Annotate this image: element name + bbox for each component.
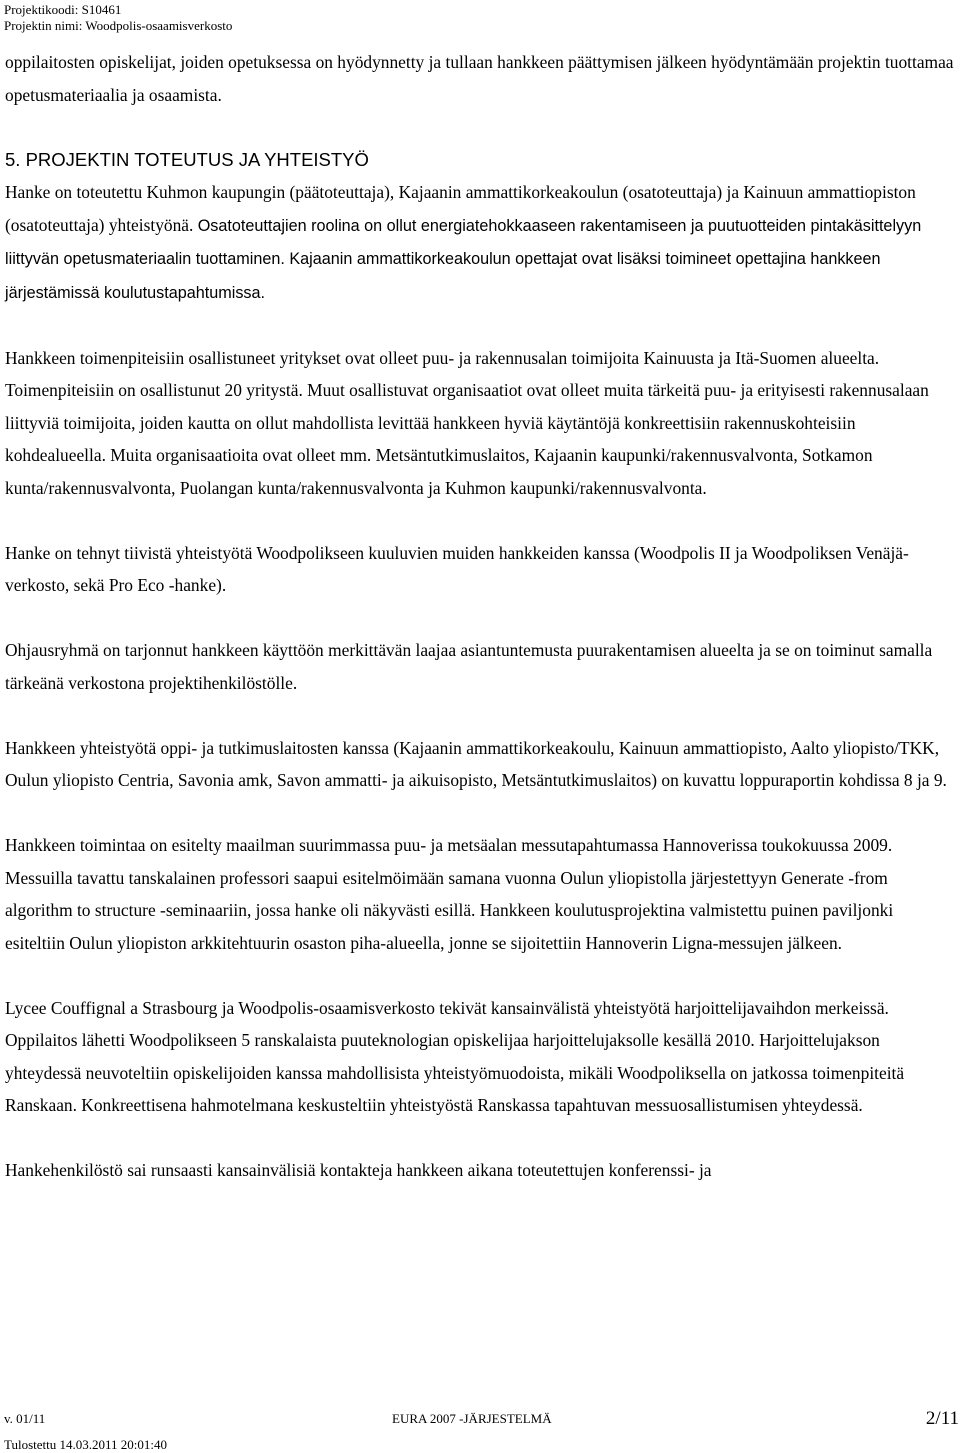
paragraph: Lycee Couffignal a Strasbourg ja Woodpolis-osaamisverkosto tekivät kansainvälistä yhteistyötä harjoittelijavaihdon merkeissä. Oppilaitos lähetti Woodpolikseen 5 ranskalaista puuteknologian opiskelijaa harjoittelujaksolle kesällä 2010. Harjoittelujakson yhteydessä neuvoteltiin opiskelijoiden kanssa mahdollisista yhteistyömuodoista, mikäli Woodpoliksella on jatkossa toimenpiteitä Ranskaan. Konkreettisena hahmotelmana keskusteltiin yhteistyöstä Ranskassa tapahtuvan messuosallistumisen yhteydessä. xyxy=(5,997,905,1115)
paragraph: oppilaitosten opiskelijat, joiden opetuksessa on hyödynnetty ja tullaan hankkeen päättymisen jälkeen hyödyntämään projektin tuottamaa opetusmateriaalia ja osaamista. xyxy=(5,52,954,105)
page-header xyxy=(4,2,232,34)
project-name: Projektin nimi: Woodpolis-osaamisverkosto xyxy=(4,18,233,33)
footer-system: EURA 2007 -JÄRJESTELMÄ xyxy=(392,1411,552,1426)
footer-printed: Tulostettu 14.03.2011 20:01:40 xyxy=(4,1437,168,1452)
section-heading: 5. PROJEKTIN TOTEUTUS JA YHTEISTYÖ xyxy=(5,148,369,170)
page-footer xyxy=(4,1408,959,1453)
page-number: 2/11 xyxy=(925,1408,959,1429)
paragraph: Ohjausryhmä on tarjonnut hankkeen käyttöön merkittävän laajaa asiantuntemusta puurakentamisen alueelta ja se on toiminut samalla tärkeänä verkostona projektihenkilöstölle. xyxy=(5,640,933,693)
paragraph: Hankkeen toimenpiteisiin osallistuneet yritykset ovat olleet puu- ja rakennusalan toimijoita Kainuusta ja Itä-Suomen alueelta. Toimenpiteisiin on osallistunut 20 yritystä. Muut osallistuvat organisaatiot ovat olleet muita tärkeitä puu- ja erityisesti rakennusalaan liittyviä toimijoita, joiden kautta on ollut mahdollista levittää hankkeen hyviä käytäntöjä konkreettisiin rakennuskohteisiin kohdealueella. Muita organisaatioita ovat olleet mm. Metsäntutkimuslaitos, Kajaanin kaupunki/rakennusvalvonta, Sotkamon kunta/rakennusvalvonta, Puolangan kunta/rakennusvalvonta ja Kuhmon kaupunki/rakennusvalvonta. xyxy=(5,347,929,498)
paragraph: Hankehenkilöstö sai runsaasti kansainvälisiä kontakteja hankkeen aikana toteutettujen konferenssi- ja xyxy=(5,1160,712,1180)
paragraph: Hankkeen toimintaa on esitelty maailman suurimmassa puu- ja metsäalan messutapahtumassa Hannoverissa toukokuussa 2009. Messuilla tavattu tanskalainen professori saapui esitelmöimään samana vuonna Oulun yliopistolla järjestettyyn Generate -from algorithm to structure -seminaariin, jossa hanke oli näkyvästi esillä. Hankkeen koulutusprojektina valmistettu puinen paviljonki esiteltiin Oulun yliopiston arkkitehtuurin osaston piha-alueella, jonne se sijoitettiin Hannoverin Ligna-messujen jälkeen. xyxy=(5,835,894,953)
paragraph-text-sans: Osatoteuttajien roolina on ollut energiatehokkaaseen rakentamiseen ja puutuotteiden pintakäsittelyyn liittyvän opetusmateriaalin tuottaminen. Kajaanin ammattikorkeakoulun opettajat ovat lisäksi toimineet opettajina hankkeen järjestämissä koulutustapahtumissa. xyxy=(5,216,922,302)
paragraph: Hanke on tehnyt tiivistä yhteistyötä Woodpolikseen kuuluvien muiden hankkeiden kanssa (Woodpolis II ja Woodpoliksen Venäjä-verkosto, sekä Pro Eco -hanke). xyxy=(5,542,909,595)
footer-version: v. 01/11 xyxy=(4,1411,46,1426)
paragraph: Hankkeen yhteistyötä oppi- ja tutkimuslaitosten kanssa (Kajaanin ammattikorkeakoulu, Kainuun ammattiopisto, Aalto yliopisto/TKK, Oulun yliopisto Centria, Savonia amk, Savon ammatti- ja aikuisopisto, Metsäntutkimuslaitos) on kuvattu loppuraportin kohdissa 8 ja 9. xyxy=(5,737,947,790)
project-code: Projektikoodi: S10461 xyxy=(4,2,122,17)
paragraph xyxy=(5,176,957,309)
document-body xyxy=(5,46,957,1219)
paragraph-text: Hanke on toteutettu Kuhmon kaupungin (päätoteuttaja), Kajaanin ammattikorkeakoulun (osatoteuttaja) ja Kainuun ammattiopiston (osatoteuttaja) yhteistyönä. xyxy=(5,182,916,235)
